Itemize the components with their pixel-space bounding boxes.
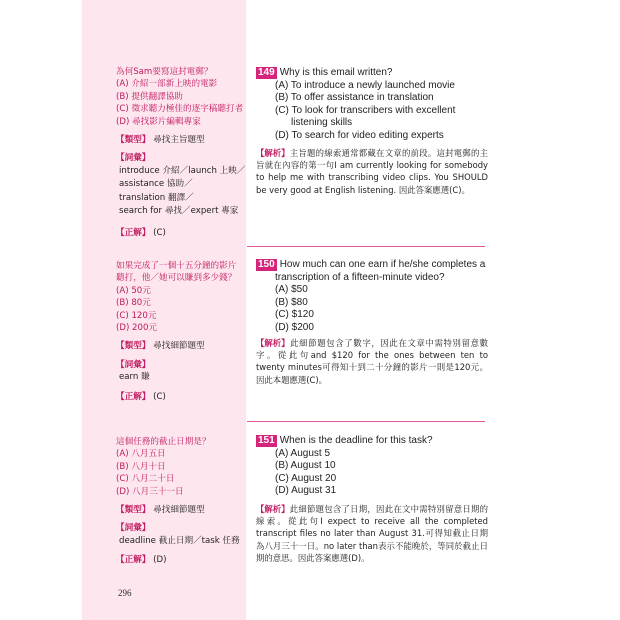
- en-block-150: [256, 259, 488, 335]
- vocab-item: earn 賺: [119, 372, 150, 383]
- explanation-151: [256, 503, 488, 564]
- vocab-item: translation 翻譯／: [119, 192, 194, 203]
- answer-line: [116, 391, 246, 403]
- en-option: (D) To search for video editing experts: [275, 129, 444, 141]
- vocab-heading: [116, 522, 246, 534]
- zh-block-150: [116, 260, 246, 403]
- en-option-continuation: listening skills: [291, 117, 353, 129]
- vocab-label: 【詞彙】: [116, 153, 151, 164]
- en-question-continuation: transcription of a fifteen-minute video?: [275, 271, 445, 283]
- en-block-149: [256, 67, 488, 143]
- zh-option: (D) 200元: [116, 323, 158, 334]
- vocab-heading: [116, 152, 246, 164]
- en-option: (B) To offer assistance in translation: [275, 92, 434, 104]
- type-value: 尋找細節題型: [153, 341, 205, 352]
- zh-block-151: [116, 436, 246, 567]
- vocab-list: [119, 535, 246, 549]
- en-option: (C) August 20: [275, 472, 337, 484]
- explanation-149: [256, 147, 488, 196]
- zh-option: (C) 八月二十日: [116, 474, 175, 485]
- en-option: (D) August 31: [275, 485, 337, 497]
- explanation-text: 此細節題包含了日期，因此在文中需特別留意日期的線索。從此句I expect to receive all the completed transcript files no later than August 31.可得知截止日期為八月三十一日。no later than表示不能晚於，等同於截止日期的意思。因此答案應選(D)。: [256, 504, 488, 563]
- vocab-heading: [116, 359, 246, 371]
- vocab-item: deadline 截止日期／task 任務: [119, 535, 240, 546]
- en-option: (B) August 10: [275, 460, 336, 472]
- en-question-line: [256, 259, 488, 272]
- explanation-text: 此細節題包含了數字，因此在文章中需特別留意數字。從此句and $120 for the ones between ten to twenty minutes可得知十到二十分鐘的影片一則是120元。因此本題應選(C)。: [256, 338, 488, 385]
- en-question: Why is this email written?: [279, 67, 393, 78]
- answer-label: 【正解】: [116, 227, 151, 238]
- page-number: 296: [118, 588, 132, 598]
- en-option: (D) $200: [275, 321, 314, 333]
- zh-option: (A) 介紹一部新上映的電影: [116, 79, 218, 90]
- vocab-item: search for 尋找／expert 專家: [119, 206, 239, 217]
- vocab-list: [119, 371, 246, 385]
- zh-question: 為何Sam要寫這封電郵？: [116, 67, 213, 77]
- zh-question: 聽打，他／她可以賺到多少錢？: [116, 273, 237, 284]
- explanation-label: 【解析】: [256, 504, 290, 514]
- vocab-label: 【詞彙】: [116, 523, 151, 534]
- type-label: 【類型】: [116, 505, 151, 516]
- section-divider: [247, 246, 485, 247]
- explanation-label: 【解析】: [256, 338, 290, 348]
- zh-option: (B) 八月十日: [116, 461, 166, 472]
- zh-option: (C) 徵求聽力極佳的逐字稿聽打者: [116, 104, 244, 115]
- type-line: [116, 340, 246, 352]
- en-option: (C) $120: [275, 309, 314, 321]
- en-question: How much can one earn if he/she completes a: [279, 259, 486, 270]
- section-divider: [247, 421, 485, 422]
- en-option: (A) To introduce a newly launched movie: [275, 79, 455, 91]
- zh-question: 如果完成了一個十五分鐘的影片: [116, 261, 237, 271]
- vocab-list: [119, 165, 246, 219]
- answer-label: 【正解】: [116, 391, 151, 402]
- zh-option: (D) 尋找影片編輯專家: [116, 116, 201, 127]
- zh-option: (A) 八月五日: [116, 449, 166, 460]
- zh-question: 這個任務的截止日期是？: [116, 437, 211, 447]
- answer-line: [116, 227, 246, 239]
- answer-value: (D): [153, 555, 167, 566]
- type-line: [116, 504, 246, 516]
- zh-block-149: [116, 66, 246, 239]
- en-question-line: [256, 67, 488, 80]
- answer-value: (C): [153, 227, 166, 238]
- question-number: 149: [258, 67, 275, 78]
- explanation-150: [256, 337, 488, 386]
- type-line: [116, 134, 246, 146]
- question-number: 150: [258, 259, 275, 270]
- explanation-label: 【解析】: [256, 148, 290, 158]
- en-question: When is the deadline for this task?: [279, 435, 433, 446]
- en-option: (A) August 5: [275, 447, 331, 459]
- explanation-text: 主旨題的線索通常都藏在文章的前段。這封電郵的主旨就在內容的第一句I am currently looking for somebody to help me with transcribing video clips. You SHOULD be very good at English listening. 因此答案應選(C)。: [256, 148, 488, 195]
- type-label: 【類型】: [116, 341, 151, 352]
- vocab-item: introduce 介紹／launch 上映／: [119, 165, 246, 176]
- en-option: (C) To look for transcribers with excellent: [275, 104, 456, 116]
- zh-option: (D) 八月三十一日: [116, 486, 184, 497]
- answer-line: [116, 554, 246, 566]
- en-option: (A) $50: [275, 284, 308, 296]
- answer-value: (C): [153, 391, 166, 402]
- en-question-line: [256, 435, 488, 448]
- zh-option: (B) 提供翻譯協助: [116, 91, 183, 102]
- type-value: 尋找細節題型: [153, 505, 205, 516]
- vocab-label: 【詞彙】: [116, 359, 151, 370]
- question-number: 151: [258, 435, 275, 446]
- type-value: 尋找主旨題型: [153, 135, 205, 146]
- zh-option: (B) 80元: [116, 298, 151, 309]
- en-block-151: [256, 435, 488, 498]
- zh-option: (A) 50元: [116, 285, 151, 296]
- zh-option: (C) 120元: [116, 310, 157, 321]
- type-label: 【類型】: [116, 135, 151, 146]
- answer-label: 【正解】: [116, 555, 151, 566]
- en-option: (B) $80: [275, 296, 308, 308]
- vocab-item: assistance 協助／: [119, 179, 193, 190]
